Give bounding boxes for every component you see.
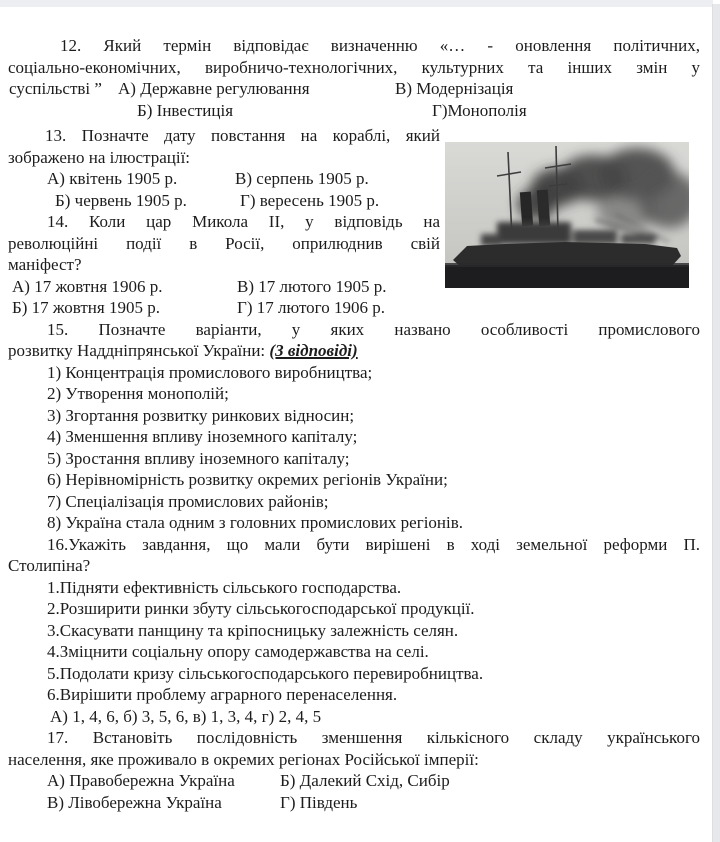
q13-text-line2: зображено на ілюстрації: [8,147,191,167]
q12-option-g[interactable]: Г)Монополія [432,100,527,120]
q12-options-row1 [8,78,700,100]
q17-options-row2 [8,792,700,814]
q17-option-v[interactable]: В) Лівобережна Україна [47,792,222,812]
q12-text-line3-prefix: суспільстві ” [9,79,102,98]
q15-item-3[interactable]: 3) Згортання розвитку ринкових відносин; [47,405,355,425]
q15-item-7[interactable]: 7) Спеціалізація промислових районів; [47,491,329,511]
q15-line2-prefix: розвитку Наддніпрянської України: [8,341,270,360]
q17-options-row1 [8,770,700,792]
question-13 [8,125,440,211]
test-text [8,35,700,813]
scrollbar-track[interactable] [712,4,720,842]
q13-text-line1: 13. Позначте дату повстання на кораблі, який [45,126,440,145]
question-12 [8,35,700,121]
q15-item-1[interactable]: 1) Концентрація промислового виробництва; [47,362,373,382]
q13-option-g[interactable]: Г) вересень 1905 р. [240,190,380,210]
question-16 [8,534,700,728]
q14-option-v[interactable]: В) 17 лютого 1905 р. [237,276,387,296]
q13-options-row2 [8,190,440,212]
q17-option-b[interactable]: Б) Далекий Схід, Сибір [280,771,450,790]
q15-item-8[interactable]: 8) Україна стала одним з головних промислових регіонів. [47,513,464,532]
q14-text-line1: 14. Коли цар Микола II, у відповідь на [47,212,440,231]
q16-item-5: 5.Подолати кризу сільськогосподарського перевиробництва. [47,663,484,683]
q15-item-2[interactable]: 2) Утворення монополій; [47,384,229,403]
q12-option-v[interactable]: В) Модернізація [395,79,514,98]
question-14 [8,211,440,319]
top-strip [0,0,713,7]
q15-text-line2 [8,340,700,362]
q13-option-v[interactable]: В) серпень 1905 р. [235,169,369,188]
q16-text-line1: 16.Укажіть завдання, що мали бути вирішені в ході земельної реформи П. [47,534,700,554]
q13-option-a[interactable]: А) квітень 1905 р. [47,169,178,188]
q12-option-b[interactable]: Б) Інвестиція [137,100,234,120]
q17-text-line2: населення, яке проживало в окремих регіонах Російської імперії: [8,749,479,769]
q17-option-a[interactable]: А) Правобережна Україна [47,771,235,790]
q14-option-b[interactable]: Б) 17 жовтня 1905 р. [12,298,160,317]
q14-text-line3: маніфест? [8,255,82,274]
q17-option-g[interactable]: Г) Південь [280,792,358,812]
q16-item-2: 2.Розширити ринки збуту сільськогосподарської продукції. [47,599,475,618]
q14-text-line2: революційні події в Росії, оприлюднив свій [8,233,440,253]
q14-options-row1 [8,276,440,298]
q16-item-6: 6.Вирішити проблему аграрного перенаселення. [47,685,398,704]
question-17 [8,727,700,813]
q14-option-a[interactable]: А) 17 жовтня 1906 р. [12,276,163,296]
q12-option-a[interactable]: А) Державне регулювання [118,79,310,98]
q16-answer-variants[interactable]: А) 1, 4, 6, б) 3, 5, 6, в) 1, 3, 4, г) 2, 4, 5 [50,706,322,726]
q16-item-1: 1.Підняти ефективність сільського господарства. [47,577,402,597]
q17-text-line1: 17. Встановіть послідовність зменшення кількісного складу українського [47,728,700,747]
q13-option-b[interactable]: Б) червень 1905 р. [55,190,187,210]
q15-item-5[interactable]: 5) Зростання впливу іноземного капіталу; [47,448,350,468]
q16-item-4: 4.Зміцнити соціальну опору самодержавства на селі. [47,642,429,661]
q15-answers-count-note: (3 відповіді) [269,341,358,360]
q15-text-line1: 15. Позначте варіанти, у яких названо особливості промислового [47,319,700,339]
q12-options-row2 [8,100,700,122]
q12-text-line1: 12. Який термін відповідає визначенню «… - оновлення політичних, [60,36,700,55]
q14-option-g[interactable]: Г) 17 лютого 1906 р. [237,298,385,317]
question-15 [8,319,700,534]
q16-item-3: 3.Скасувати панщину та кріпосницьку залежність селян. [47,620,459,640]
q16-text-line2: Столипіна? [8,556,91,575]
q15-item-6[interactable]: 6) Нерівномірність розвитку окремих регіонів України; [47,470,448,489]
q14-options-row2 [8,297,440,319]
q13-options-row1 [8,168,440,190]
q12-text-line2: соціально-економічних, виробничо-технологічних, культурних та інших змін у [8,57,700,77]
q15-item-4[interactable]: 4) Зменшення впливу іноземного капіталу; [47,427,358,446]
